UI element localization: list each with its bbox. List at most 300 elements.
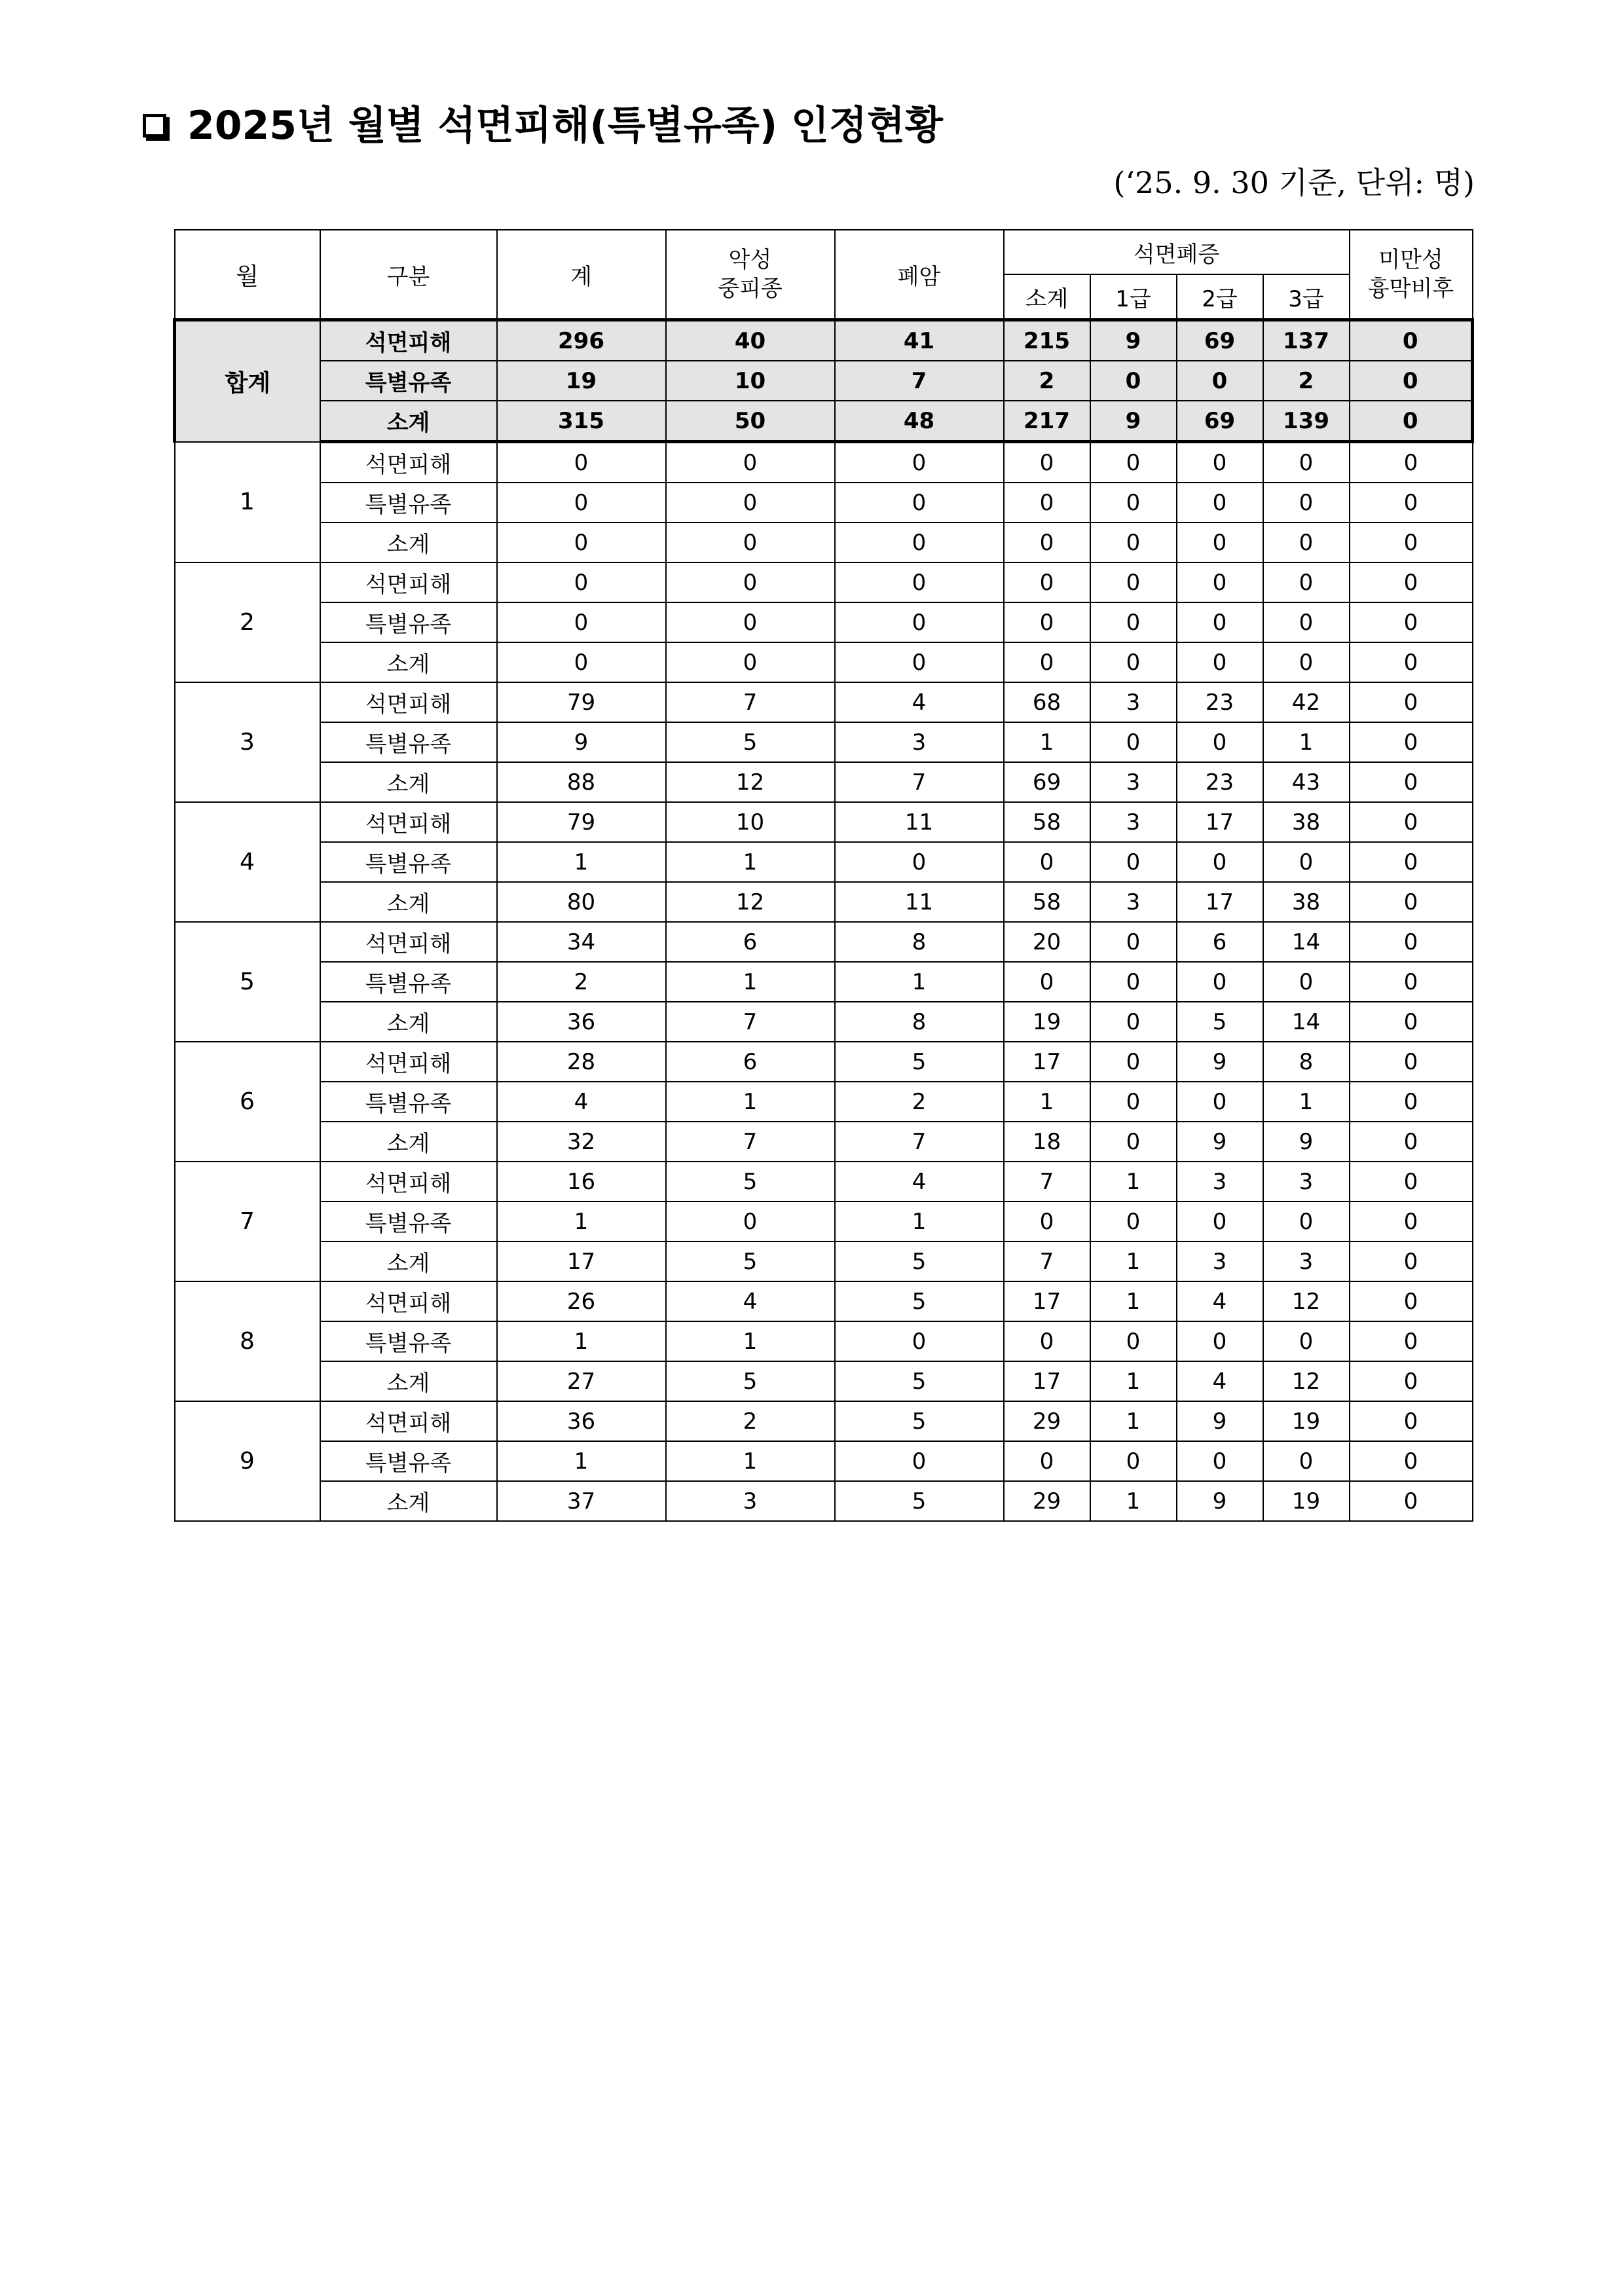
table-row (175, 361, 1473, 401)
table-row (175, 1202, 1473, 1241)
grade2-cell: 4 (1177, 1361, 1263, 1401)
asbestosis-subtotal-cell: 29 (1004, 1481, 1090, 1521)
grade1-cell: 0 (1090, 922, 1177, 962)
table-row (175, 401, 1473, 442)
table-row (175, 320, 1473, 361)
page-title (143, 103, 943, 149)
lung-cancer-cell: 0 (835, 562, 1004, 602)
table-row (175, 1481, 1473, 1521)
grade3-cell: 2 (1263, 361, 1350, 401)
month-group (175, 1042, 1473, 1162)
month-cell: 8 (175, 1281, 320, 1401)
asbestosis-subtotal-cell: 0 (1004, 1321, 1090, 1361)
pleural-thickening-cell: 0 (1350, 802, 1473, 842)
grade1-cell: 1 (1090, 1481, 1177, 1521)
mesothelioma-cell: 1 (666, 1441, 835, 1481)
grade3-cell: 19 (1263, 1481, 1350, 1521)
total-cell: 1 (497, 1321, 666, 1361)
lung-cancer-cell: 2 (835, 1082, 1004, 1122)
lung-cancer-cell: 0 (835, 1321, 1004, 1361)
month-group (175, 562, 1473, 682)
total-cell: 34 (497, 922, 666, 962)
header-grade3: 3급 (1263, 274, 1350, 320)
pleural-thickening-cell: 0 (1350, 1042, 1473, 1082)
lung-cancer-cell: 0 (835, 842, 1004, 882)
category-cell: 소계 (320, 1002, 497, 1042)
category-cell: 소계 (320, 1241, 497, 1281)
grade1-cell: 0 (1090, 483, 1177, 523)
grade2-cell: 17 (1177, 802, 1263, 842)
grade2-cell: 69 (1177, 320, 1263, 361)
lung-cancer-cell: 4 (835, 682, 1004, 722)
mesothelioma-cell: 7 (666, 1122, 835, 1162)
month-group (175, 1162, 1473, 1281)
grade2-cell: 9 (1177, 1122, 1263, 1162)
asbestosis-subtotal-cell: 217 (1004, 401, 1090, 442)
grade3-cell: 14 (1263, 1002, 1350, 1042)
pleural-thickening-cell: 0 (1350, 962, 1473, 1002)
pleural-thickening-cell: 0 (1350, 1481, 1473, 1521)
grade1-cell: 3 (1090, 882, 1177, 922)
grade1-cell: 1 (1090, 1241, 1177, 1281)
category-cell: 특별유족 (320, 1202, 497, 1241)
grade1-cell: 0 (1090, 602, 1177, 642)
grade3-cell: 0 (1263, 523, 1350, 562)
total-cell: 1 (497, 1202, 666, 1241)
grade2-cell: 0 (1177, 562, 1263, 602)
category-cell: 특별유족 (320, 842, 497, 882)
grade2-cell: 0 (1177, 602, 1263, 642)
asbestosis-subtotal-cell: 18 (1004, 1122, 1090, 1162)
grade2-cell: 9 (1177, 1042, 1263, 1082)
total-cell: 296 (497, 320, 666, 361)
month-group (175, 1281, 1473, 1401)
header-month: 월 (175, 230, 320, 320)
grade2-cell: 0 (1177, 1441, 1263, 1481)
grade3-cell: 0 (1263, 562, 1350, 602)
mesothelioma-cell: 0 (666, 562, 835, 602)
total-cell: 0 (497, 602, 666, 642)
grade3-cell: 38 (1263, 802, 1350, 842)
category-cell: 특별유족 (320, 483, 497, 523)
lung-cancer-cell: 11 (835, 882, 1004, 922)
total-cell: 4 (497, 1082, 666, 1122)
category-cell: 석면피해 (320, 562, 497, 602)
pleural-thickening-cell: 0 (1350, 1002, 1473, 1042)
pleural-thickening-cell: 0 (1350, 762, 1473, 802)
asbestosis-subtotal-cell: 17 (1004, 1042, 1090, 1082)
category-cell: 특별유족 (320, 1441, 497, 1481)
grade3-cell: 38 (1263, 882, 1350, 922)
table-row (175, 722, 1473, 762)
grade2-cell: 0 (1177, 1321, 1263, 1361)
asbestosis-subtotal-cell: 0 (1004, 962, 1090, 1002)
header-grade2: 2급 (1177, 274, 1263, 320)
header-pleural-line2: 흉막비후 (1367, 276, 1454, 302)
grade1-cell: 0 (1090, 1321, 1177, 1361)
pleural-thickening-cell: 0 (1350, 602, 1473, 642)
table-row (175, 762, 1473, 802)
table-row (175, 1281, 1473, 1321)
asbestosis-subtotal-cell: 0 (1004, 483, 1090, 523)
category-cell: 석면피해 (320, 802, 497, 842)
asbestosis-subtotal-cell: 7 (1004, 1162, 1090, 1202)
mesothelioma-cell: 10 (666, 361, 835, 401)
total-cell: 80 (497, 882, 666, 922)
mesothelioma-cell: 1 (666, 1321, 835, 1361)
grade1-cell: 0 (1090, 722, 1177, 762)
grade1-cell: 0 (1090, 1042, 1177, 1082)
grade3-cell: 42 (1263, 682, 1350, 722)
grade1-cell: 3 (1090, 802, 1177, 842)
total-cell: 1 (497, 1441, 666, 1481)
grade3-cell: 0 (1263, 642, 1350, 682)
grade3-cell: 0 (1263, 1441, 1350, 1481)
mesothelioma-cell: 5 (666, 1361, 835, 1401)
page-title-text: 2025년 월별 석면피해(특별유족) 인정현황 (187, 103, 943, 149)
grade1-cell: 0 (1090, 1082, 1177, 1122)
category-cell: 석면피해 (320, 1042, 497, 1082)
total-cell: 37 (497, 1481, 666, 1521)
grade2-cell: 0 (1177, 642, 1263, 682)
grade3-cell: 12 (1263, 1361, 1350, 1401)
grade1-cell: 9 (1090, 401, 1177, 442)
mesothelioma-cell: 0 (666, 523, 835, 562)
grade2-cell: 0 (1177, 523, 1263, 562)
pleural-thickening-cell: 0 (1350, 320, 1473, 361)
month-cell: 5 (175, 922, 320, 1042)
grade1-cell: 0 (1090, 562, 1177, 602)
mesothelioma-cell: 0 (666, 1202, 835, 1241)
mesothelioma-cell: 5 (666, 1241, 835, 1281)
pleural-thickening-cell: 0 (1350, 1441, 1473, 1481)
grade3-cell: 3 (1263, 1241, 1350, 1281)
category-cell: 석면피해 (320, 442, 497, 483)
category-cell: 소계 (320, 1481, 497, 1521)
grade3-cell: 8 (1263, 1042, 1350, 1082)
grade3-cell: 0 (1263, 962, 1350, 1002)
lung-cancer-cell: 0 (835, 1441, 1004, 1481)
category-cell: 소계 (320, 882, 497, 922)
lung-cancer-cell: 5 (835, 1042, 1004, 1082)
category-cell: 석면피해 (320, 320, 497, 361)
lung-cancer-cell: 5 (835, 1401, 1004, 1441)
lung-cancer-cell: 48 (835, 401, 1004, 442)
table-row (175, 523, 1473, 562)
header-asbestosis: 석면폐증 (1004, 230, 1350, 274)
grade1-cell: 1 (1090, 1281, 1177, 1321)
table-row (175, 962, 1473, 1002)
total-cell: 1 (497, 842, 666, 882)
lung-cancer-cell: 0 (835, 642, 1004, 682)
month-group (175, 682, 1473, 802)
month-cell: 9 (175, 1401, 320, 1521)
total-cell: 26 (497, 1281, 666, 1321)
asbestosis-subtotal-cell: 69 (1004, 762, 1090, 802)
pleural-thickening-cell: 0 (1350, 922, 1473, 962)
total-cell: 19 (497, 361, 666, 401)
total-cell: 32 (497, 1122, 666, 1162)
grade1-cell: 0 (1090, 1441, 1177, 1481)
asbestosis-subtotal-cell: 0 (1004, 442, 1090, 483)
grade1-cell: 0 (1090, 962, 1177, 1002)
category-cell: 소계 (320, 642, 497, 682)
mesothelioma-cell: 12 (666, 762, 835, 802)
mesothelioma-cell: 5 (666, 722, 835, 762)
asbestosis-subtotal-cell: 1 (1004, 1082, 1090, 1122)
month-cell: 7 (175, 1162, 320, 1281)
header-grade1: 1급 (1090, 274, 1177, 320)
grade1-cell: 0 (1090, 1122, 1177, 1162)
asbestosis-subtotal-cell: 17 (1004, 1281, 1090, 1321)
pleural-thickening-cell: 0 (1350, 562, 1473, 602)
table-row (175, 1361, 1473, 1401)
mesothelioma-cell: 1 (666, 962, 835, 1002)
grade2-cell: 4 (1177, 1281, 1263, 1321)
asbestosis-subtotal-cell: 20 (1004, 922, 1090, 962)
grade2-cell: 0 (1177, 1202, 1263, 1241)
total-cell: 17 (497, 1241, 666, 1281)
grade2-cell: 0 (1177, 483, 1263, 523)
grade3-cell: 14 (1263, 922, 1350, 962)
category-cell: 특별유족 (320, 1321, 497, 1361)
table-row (175, 1321, 1473, 1361)
lung-cancer-cell: 8 (835, 1002, 1004, 1042)
pleural-thickening-cell: 0 (1350, 361, 1473, 401)
mesothelioma-cell: 0 (666, 442, 835, 483)
header-pleural-line1: 미만성 (1378, 246, 1443, 273)
table-row (175, 882, 1473, 922)
category-cell: 소계 (320, 401, 497, 442)
pleural-thickening-cell: 0 (1350, 722, 1473, 762)
month-group (175, 442, 1473, 563)
table-row (175, 1122, 1473, 1162)
mesothelioma-cell: 12 (666, 882, 835, 922)
asbestosis-subtotal-cell: 0 (1004, 642, 1090, 682)
asbestosis-subtotal-cell: 0 (1004, 562, 1090, 602)
grade2-cell: 3 (1177, 1162, 1263, 1202)
category-cell: 석면피해 (320, 922, 497, 962)
category-cell: 특별유족 (320, 722, 497, 762)
category-cell: 석면피해 (320, 682, 497, 722)
lung-cancer-cell: 7 (835, 361, 1004, 401)
grade2-cell: 69 (1177, 401, 1263, 442)
total-cell: 36 (497, 1002, 666, 1042)
header-mesothelioma (666, 230, 835, 320)
category-cell: 소계 (320, 1122, 497, 1162)
table-row (175, 1082, 1473, 1122)
category-cell: 소계 (320, 762, 497, 802)
table-row (175, 642, 1473, 682)
pleural-thickening-cell: 0 (1350, 1241, 1473, 1281)
total-cell: 0 (497, 483, 666, 523)
table-row (175, 682, 1473, 722)
grade2-cell: 0 (1177, 442, 1263, 483)
asbestosis-subtotal-cell: 2 (1004, 361, 1090, 401)
pleural-thickening-cell: 0 (1350, 1122, 1473, 1162)
pleural-thickening-cell: 0 (1350, 401, 1473, 442)
asbestosis-subtotal-cell: 215 (1004, 320, 1090, 361)
grade3-cell: 0 (1263, 442, 1350, 483)
total-cell: 79 (497, 682, 666, 722)
grade3-cell: 0 (1263, 842, 1350, 882)
grade3-cell: 1 (1263, 722, 1350, 762)
lung-cancer-cell: 4 (835, 1162, 1004, 1202)
asbestosis-subtotal-cell: 68 (1004, 682, 1090, 722)
lung-cancer-cell: 5 (835, 1361, 1004, 1401)
grade3-cell: 0 (1263, 483, 1350, 523)
asbestosis-subtotal-cell: 0 (1004, 602, 1090, 642)
lung-cancer-cell: 1 (835, 962, 1004, 1002)
mesothelioma-cell: 5 (666, 1162, 835, 1202)
month-cell: 4 (175, 802, 320, 922)
mesothelioma-cell: 0 (666, 642, 835, 682)
grade1-cell: 0 (1090, 642, 1177, 682)
grade3-cell: 1 (1263, 1082, 1350, 1122)
grade3-cell: 0 (1263, 1321, 1350, 1361)
pleural-thickening-cell: 0 (1350, 682, 1473, 722)
grade1-cell: 1 (1090, 1361, 1177, 1401)
category-cell: 석면피해 (320, 1281, 497, 1321)
pleural-thickening-cell: 0 (1350, 842, 1473, 882)
pleural-thickening-cell: 0 (1350, 1361, 1473, 1401)
mesothelioma-cell: 2 (666, 1401, 835, 1441)
table-row (175, 1441, 1473, 1481)
lung-cancer-cell: 41 (835, 320, 1004, 361)
month-group (175, 922, 1473, 1042)
total-cell: 315 (497, 401, 666, 442)
pleural-thickening-cell: 0 (1350, 642, 1473, 682)
table-row (175, 922, 1473, 962)
total-cell: 88 (497, 762, 666, 802)
pleural-thickening-cell: 0 (1350, 882, 1473, 922)
grade2-cell: 5 (1177, 1002, 1263, 1042)
pleural-thickening-cell: 0 (1350, 1401, 1473, 1441)
asbestosis-subtotal-cell: 1 (1004, 722, 1090, 762)
category-cell: 소계 (320, 523, 497, 562)
grade1-cell: 0 (1090, 523, 1177, 562)
pleural-thickening-cell: 0 (1350, 1281, 1473, 1321)
grade1-cell: 0 (1090, 1002, 1177, 1042)
table-row (175, 442, 1473, 483)
category-cell: 특별유족 (320, 361, 497, 401)
lung-cancer-cell: 0 (835, 523, 1004, 562)
grade2-cell: 9 (1177, 1481, 1263, 1521)
pleural-thickening-cell: 0 (1350, 1202, 1473, 1241)
table-row (175, 1002, 1473, 1042)
month-cell: 1 (175, 442, 320, 563)
table-row (175, 602, 1473, 642)
asbestosis-subtotal-cell: 58 (1004, 882, 1090, 922)
category-cell: 석면피해 (320, 1401, 497, 1441)
grade3-cell: 3 (1263, 1162, 1350, 1202)
mesothelioma-cell: 0 (666, 602, 835, 642)
asbestosis-subtotal-cell: 7 (1004, 1241, 1090, 1281)
total-cell: 9 (497, 722, 666, 762)
table-row (175, 1042, 1473, 1082)
grade1-cell: 0 (1090, 442, 1177, 483)
mesothelioma-cell: 3 (666, 1481, 835, 1521)
lung-cancer-cell: 5 (835, 1241, 1004, 1281)
grade1-cell: 3 (1090, 682, 1177, 722)
header-asbestosis-subtotal: 소계 (1004, 274, 1090, 320)
grade3-cell: 0 (1263, 1202, 1350, 1241)
total-cell: 27 (497, 1361, 666, 1401)
grade2-cell: 23 (1177, 762, 1263, 802)
total-cell: 0 (497, 562, 666, 602)
header-lung-cancer: 폐암 (835, 230, 1004, 320)
table-row (175, 562, 1473, 602)
header-pleural-thickening (1350, 230, 1473, 320)
header-mesothelioma-line1: 악성 (728, 246, 772, 273)
pleural-thickening-cell: 0 (1350, 523, 1473, 562)
table-row (175, 1162, 1473, 1202)
total-cell: 79 (497, 802, 666, 842)
category-cell: 특별유족 (320, 602, 497, 642)
grade2-cell: 0 (1177, 1082, 1263, 1122)
total-cell: 0 (497, 442, 666, 483)
total-cell: 0 (497, 523, 666, 562)
grade1-cell: 1 (1090, 1162, 1177, 1202)
lung-cancer-cell: 0 (835, 602, 1004, 642)
grade1-cell: 0 (1090, 842, 1177, 882)
table-row (175, 802, 1473, 842)
grade3-cell: 9 (1263, 1122, 1350, 1162)
grade2-cell: 0 (1177, 722, 1263, 762)
table-row (175, 483, 1473, 523)
grade3-cell: 19 (1263, 1401, 1350, 1441)
asbestosis-subtotal-cell: 19 (1004, 1002, 1090, 1042)
mesothelioma-cell: 6 (666, 922, 835, 962)
mesothelioma-cell: 50 (666, 401, 835, 442)
category-cell: 소계 (320, 1361, 497, 1401)
mesothelioma-cell: 4 (666, 1281, 835, 1321)
mesothelioma-cell: 40 (666, 320, 835, 361)
grade1-cell: 1 (1090, 1401, 1177, 1441)
mesothelioma-cell: 7 (666, 682, 835, 722)
month-group (175, 802, 1473, 922)
mesothelioma-cell: 7 (666, 1002, 835, 1042)
grade3-cell: 139 (1263, 401, 1350, 442)
grade1-cell: 9 (1090, 320, 1177, 361)
basis-date-unit-note: (‘25. 9. 30 기준, 단위: 명) (1113, 165, 1475, 200)
lung-cancer-cell: 11 (835, 802, 1004, 842)
asbestosis-subtotal-cell: 0 (1004, 1202, 1090, 1241)
checkbox-bullet-icon (143, 114, 166, 138)
lung-cancer-cell: 1 (835, 1202, 1004, 1241)
category-cell: 석면피해 (320, 1162, 497, 1202)
month-group (175, 1401, 1473, 1521)
header-mesothelioma-line2: 중피종 (718, 276, 783, 302)
month-cell: 합계 (175, 320, 320, 442)
grade1-cell: 3 (1090, 762, 1177, 802)
asbestosis-subtotal-cell: 0 (1004, 842, 1090, 882)
grade2-cell: 0 (1177, 842, 1263, 882)
grade1-cell: 0 (1090, 1202, 1177, 1241)
grade3-cell: 12 (1263, 1281, 1350, 1321)
lung-cancer-cell: 7 (835, 762, 1004, 802)
lung-cancer-cell: 7 (835, 1122, 1004, 1162)
header-total: 계 (497, 230, 666, 320)
grade2-cell: 17 (1177, 882, 1263, 922)
lung-cancer-cell: 3 (835, 722, 1004, 762)
total-cell: 36 (497, 1401, 666, 1441)
grade2-cell: 23 (1177, 682, 1263, 722)
table-row (175, 1241, 1473, 1281)
grade2-cell: 0 (1177, 962, 1263, 1002)
month-cell: 2 (175, 562, 320, 682)
grade2-cell: 0 (1177, 361, 1263, 401)
